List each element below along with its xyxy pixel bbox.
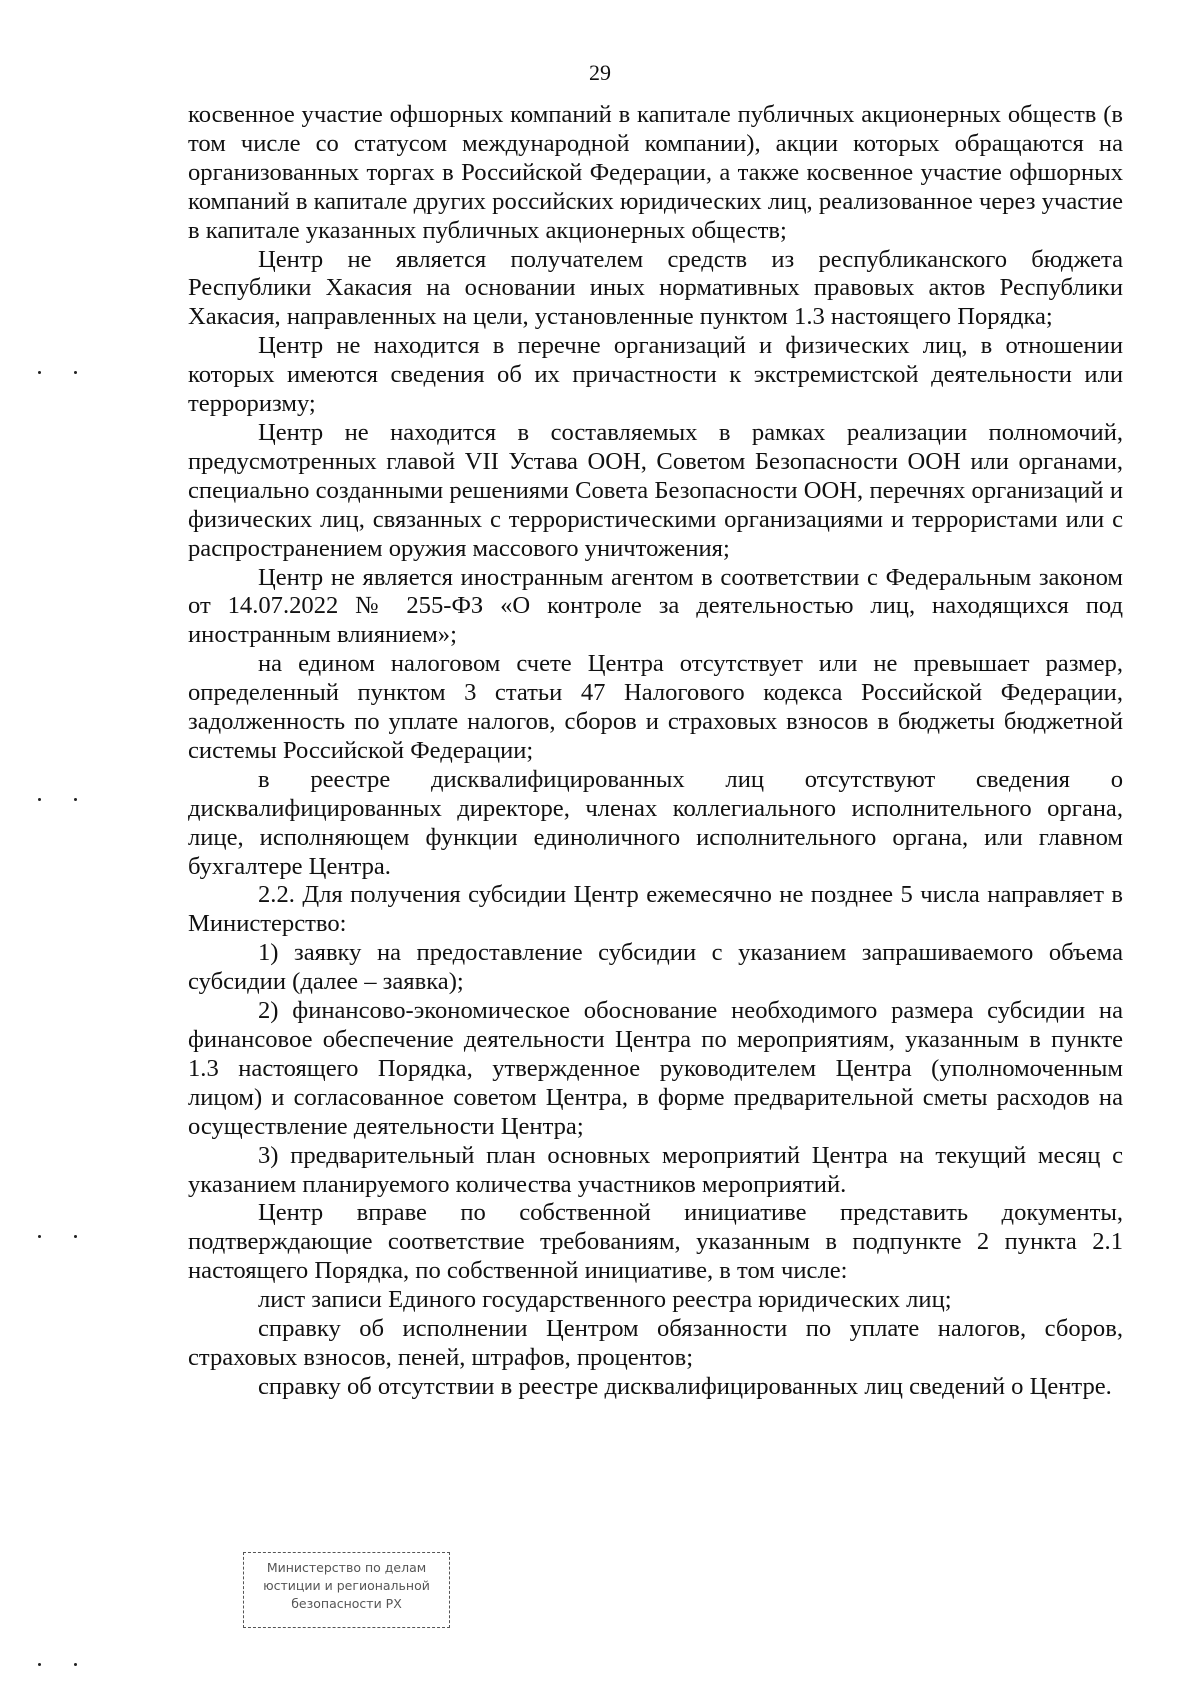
paragraph: косвенное участие офшорных компаний в капитале публичных акционерных обществ (в том числе со статусом международной компании), акции которых обращаются на организованных торгах в Российской Федерации, а также косвенное участие офшорных компаний в капитале других российских юридических лиц, реализованное через участие в капитале указанных публичных акционерных обществ; [188,101,1123,244]
paragraph: Центр не находится в составляемых в рамках реализации полномочий, предусмотренных главой VII Устава ООН, Советом Безопасности ООН или органами, специально созданными решениями Совета Безопасности ООН, перечнях организаций и физических лиц, связанных с террористическими организациями и террористами или с распространением оружия массового уничтожения; [188,418,1123,562]
paragraph: в реестре дисквалифицированных лиц отсутствуют сведения о дисквалифицированных директоре, членах коллегиального исполнительного органа, лице, исполняющем функции единоличного исполнительного органа, или главном бухгалтере Центра. [188,765,1123,880]
stamp-line: безопасности РХ [291,1596,402,1611]
paragraph: 2) финансово-экономическое обоснование необходимого размера субсидии на финансовое обеспечение деятельности Центра по мероприятиям, указанным в пункте 1.3 настоящего Порядка, утвержденное руководителем Центра (уполномоченным лицом) и согласованное советом Центра, в форме предварительной сметы расходов на осуществление деятельности Центра; [188,997,1123,1140]
scan-binding-marks [34,368,94,378]
paragraph: Центр вправе по собственной инициативе представить документы, подтверждающие соответствие требованиям, указанным в подпункте 2 пункта 2.1 настоящего Порядка, по собственной инициативе, в том числе: [188,1199,1123,1285]
binding-dot [74,371,77,374]
binding-dot [38,371,41,374]
page-number: 29 [589,60,611,85]
paragraph: Центр не является получателем средств из республиканского бюджета Республики Хакасия на основании иных нормативных правовых актов Республики Хакасия, направленных на цели, установленные пунктом 1.3 настоящего Порядка; [188,245,1123,331]
scan-binding-marks [34,795,94,805]
paragraph: лист записи Единого государственного реестра юридических лиц; [258,1286,952,1314]
binding-dot [74,1235,77,1238]
paragraph: Центр не является иностранным агентом в соответствии с Федеральным законом от 14.07.2022 № 255-ФЗ «О контроле за деятельностью лиц, находящихся под иностранным влиянием»; [188,563,1123,649]
paragraph: Центр не находится в перечне организаций и физических лиц, в отношении которых имеются сведения об их причастности к экстремистской деятельности или терроризму; [188,332,1123,418]
binding-dot [38,1663,41,1666]
document-body [188,101,1123,1402]
binding-dot [74,798,77,801]
paragraph: 1) заявку на предоставление субсидии с указанием запрашиваемого объема субсидии (далее – заявка); [188,939,1123,996]
binding-dot [74,1663,77,1666]
paragraph: 2.2. Для получения субсидии Центр ежемесячно не позднее 5 числа направляет в Министерство: [188,881,1123,938]
paragraph: на едином налоговом счете Центра отсутствует или не превышает размер, определенный пунктом 3 статьи 47 Налогового кодекса Российской Федерации, задолженность по уплате налогов, сборов и страховых взносов в бюджеты бюджетной системы Российской Федерации; [188,650,1123,764]
binding-dot [38,798,41,801]
binding-dot [38,1235,41,1238]
scan-binding-marks [34,1232,94,1242]
stamp-line: юстиции и региональной [263,1578,430,1593]
stamp-line: Министерство по делам [266,1560,427,1575]
ministry-stamp [243,1552,450,1628]
paragraph: справку об исполнении Центром обязанности по уплате налогов, сборов, страховых взносов, пеней, штрафов, процентов; [188,1315,1123,1371]
paragraph: 3) предварительный план основных мероприятий Центра на текущий месяц с указанием планируемого количества участников мероприятий. [188,1141,1123,1198]
scan-binding-marks [34,1660,94,1670]
paragraph: справку об отсутствии в реестре дисквалифицированных лиц сведений о Центре. [258,1372,1112,1400]
